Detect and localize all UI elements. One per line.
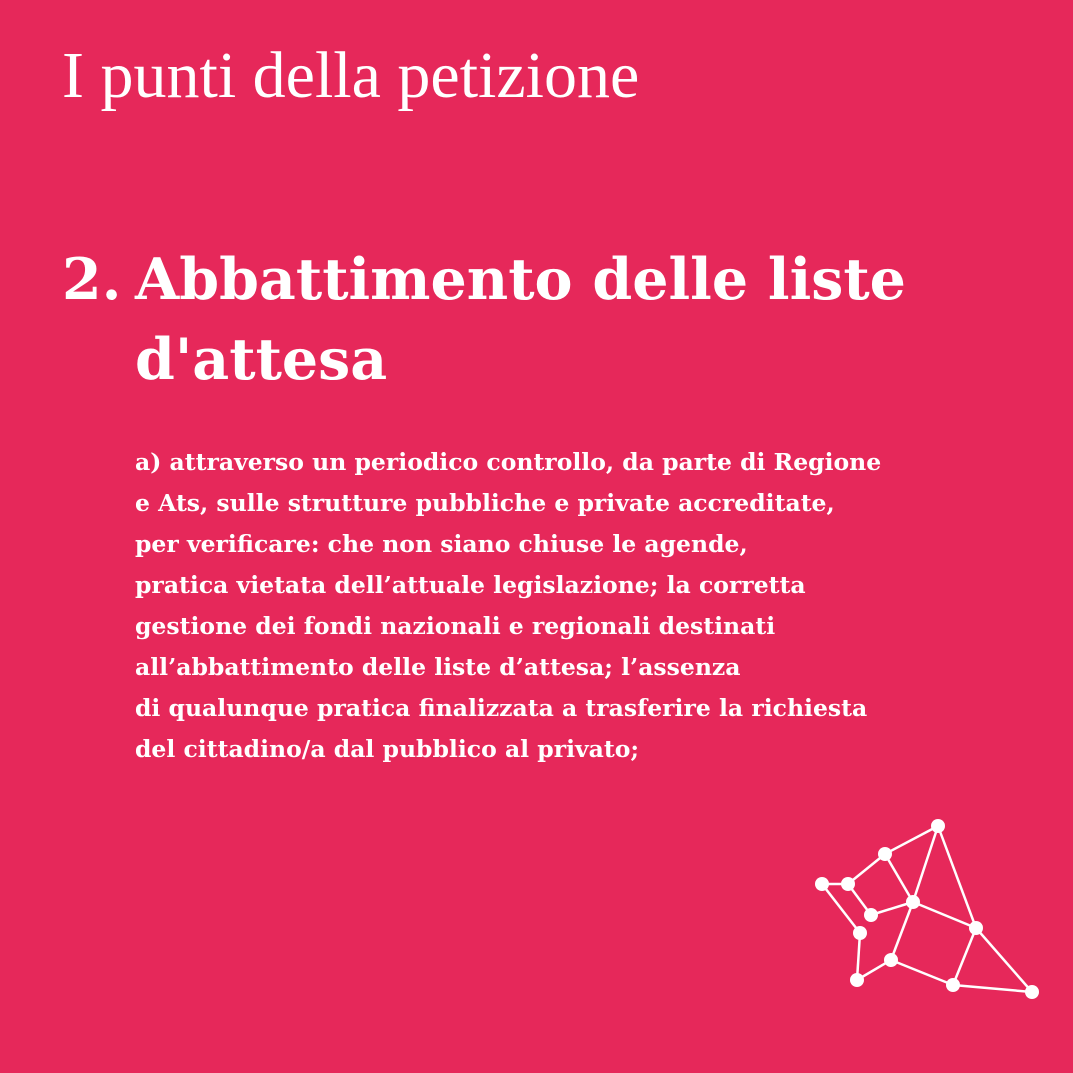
point-heading-text: Abbattimento delle liste d'attesa xyxy=(135,246,906,393)
description-line: e Ats, sulle strutture pubbliche e private accreditate, xyxy=(135,489,835,517)
description-line: del cittadino/a dal pubblico al privato; xyxy=(135,735,640,763)
network-graph-logo-icon xyxy=(810,815,1045,1005)
point-description xyxy=(135,442,1035,770)
description-line: pratica vietata dell’attuale legislazione; la corretta xyxy=(135,571,806,599)
page-title: I punti della petizione xyxy=(62,39,640,112)
description-line: di qualunque pratica finalizzata a trasferire la richiesta xyxy=(135,694,868,722)
description-line: gestione dei fondi nazionali e regionali destinati xyxy=(135,612,776,640)
point-heading xyxy=(62,240,1022,400)
description-line: per verificare: che non siano chiuse le agende, xyxy=(135,530,748,558)
description-line: all’abbattimento delle liste d’attesa; l’assenza xyxy=(135,653,741,681)
description-line: a) attraverso un periodico controllo, da parte di Regione xyxy=(135,448,882,476)
point-number: 2. xyxy=(62,246,122,313)
